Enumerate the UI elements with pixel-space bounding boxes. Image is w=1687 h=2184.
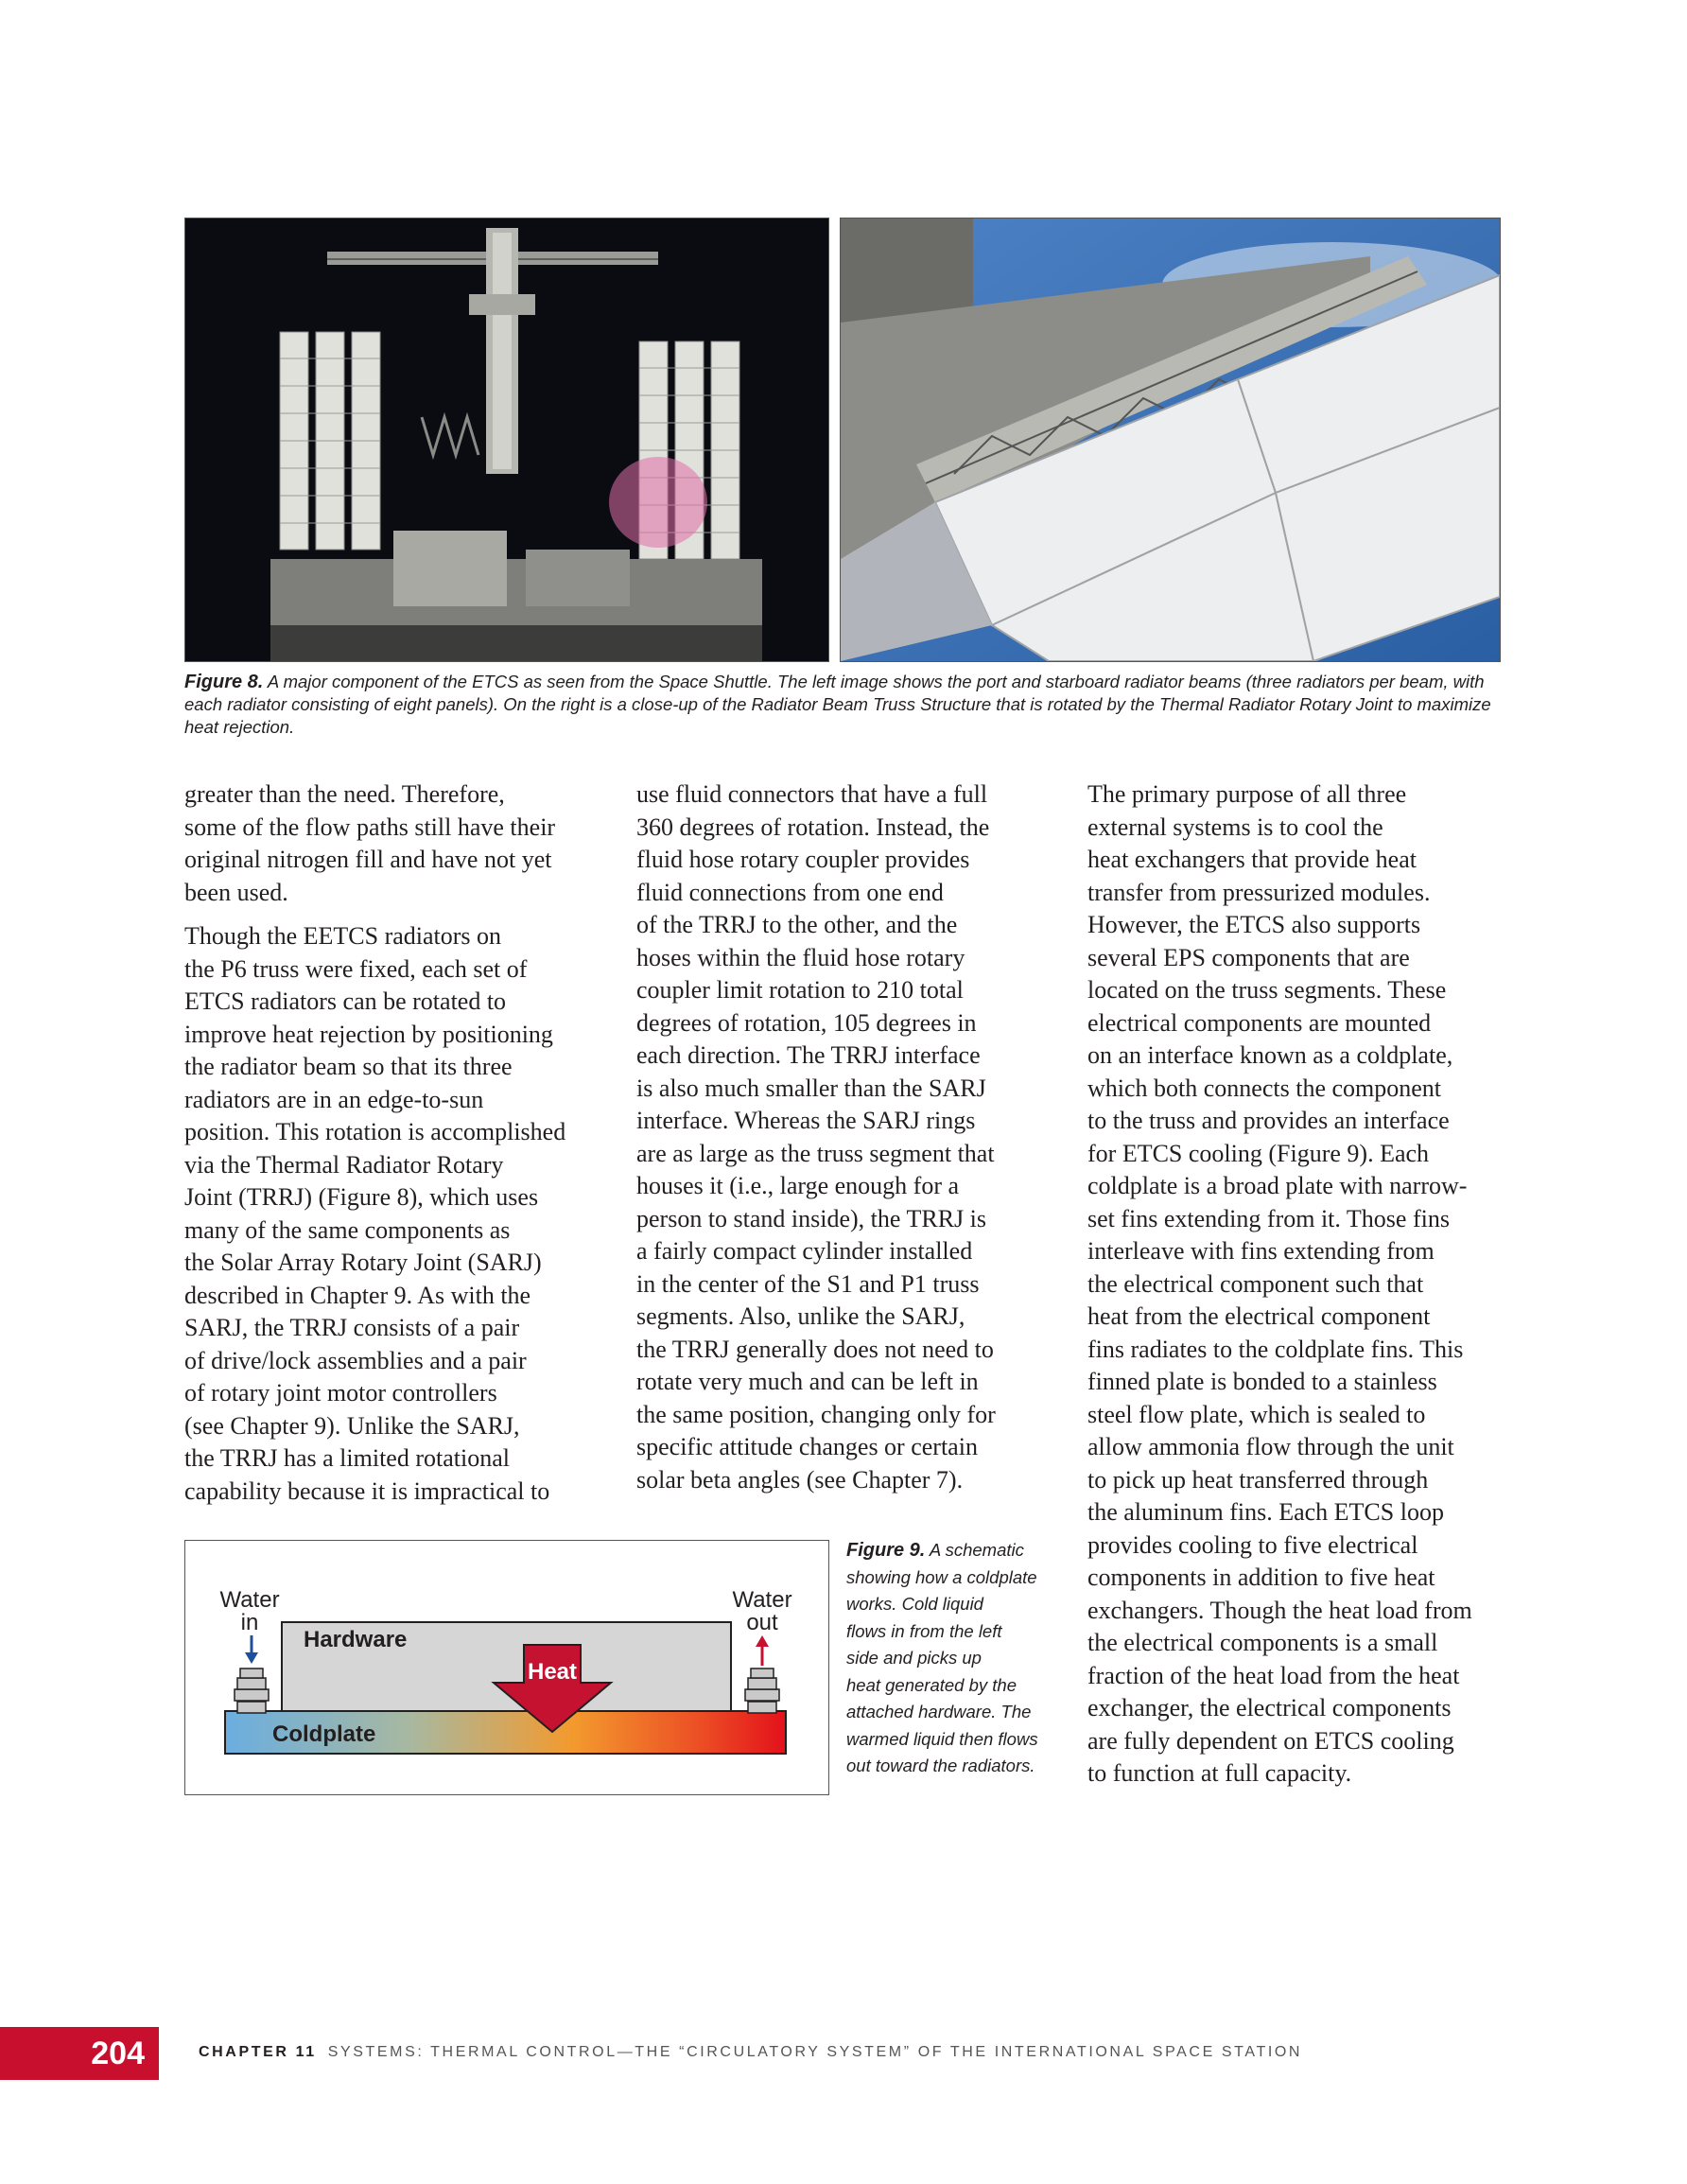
footer-title: SYSTEMS: THERMAL CONTROL—THE “CIRCULATORY SYSTEM” OF THE INTERNATIONAL SPACE STATION bbox=[327, 2044, 1303, 2060]
footer-chapter: CHAPTER 11 bbox=[199, 2044, 317, 2060]
figure9-coldplate-diagram bbox=[184, 1540, 829, 1795]
water-out-label-1: Water bbox=[732, 1587, 792, 1613]
water-in-label-1: Water bbox=[219, 1587, 280, 1613]
water-in-label-2: in bbox=[240, 1610, 259, 1635]
paragraph: Though the EETCS radiators on the P6 truss were fixed, each set of ETCS radiators can be rotated to improve heat rejection by positioning the radiator beam so that its three radiators are in an edge-to-sun position. This rotation is accomplished via the Thermal Radiator Rotary Joint (TRRJ) (Figure 8), which uses many of the same components as the Solar Array Rotary Joint (SARJ) described in Chapter 9. As with the SARJ, the TRRJ consists of a pair of drive/lock assemblies and a pair of rotary joint motor controllers (see Chapter 9). Unlike the SARJ, the TRRJ has a limited rotational capability because it is impractical to bbox=[184, 922, 566, 1505]
figure9-caption bbox=[846, 1537, 1059, 1780]
text-column-middle bbox=[636, 778, 1071, 1508]
figure8-caption-text: A major component of the ETCS as seen from the Space Shuttle. The left image shows the port and starboard radiator beams (three radiators per beam, with each radiator consisting of eight panels). On the right is a close-up of the Radiator Beam Truss Structure that is rotated by the Thermal Radiator Rotary Joint to maximize heat rejection. bbox=[184, 672, 1491, 737]
figure8-caption bbox=[184, 671, 1508, 739]
paragraph: The primary purpose of all three external systems is to cool the heat exchangers that provide heat transfer from pressurized modules. However, the ETCS also supports several EPS components that are located on the truss segments. These electrical components are mounted on an interface known as a coldplate, which both connects the component to the truss and provides an interface for ETCS cooling (Figure 9). Each coldplate is a broad plate with narrow- set fins extending from it. Those fins interleave with fins extending from the electrical component such that heat from the electrical component fins radiates to the coldplate fins. This finned plate is bonded to a stainless steel flow plate, which is sealed to allow ammonia flow through the unit to pick up heat transferred through the aluminum fins. Each ETCS loop provides cooling to five electrical components in addition to five heat exchangers. Though the heat load from the electrical components is a small fraction of the heat load from the heat exchanger, the electrical components are fully dependent on ETCS cooling to function at full capacity. bbox=[1087, 780, 1472, 1787]
water-out-arrow bbox=[756, 1635, 769, 1647]
heat-label: Heat bbox=[527, 1659, 578, 1685]
water-in-arrow bbox=[245, 1652, 258, 1664]
text-column-left bbox=[184, 778, 619, 1519]
water-out-label-2: out bbox=[746, 1610, 778, 1635]
figure8-photo-radiator-closeup bbox=[840, 218, 1501, 662]
hardware-label: Hardware bbox=[304, 1627, 408, 1652]
figure9-caption-text: A schematic showing how a coldplate works. Cold liquid flows in from the left side and picks up heat generated by the attached hardware. The warmed liquid then flows out toward the radiators. bbox=[846, 1540, 1038, 1775]
page-number: 204 bbox=[0, 2027, 159, 2080]
figure9-label: Figure 9. bbox=[846, 1540, 926, 1561]
inlet-connector bbox=[235, 1669, 269, 1713]
outlet-connector bbox=[745, 1669, 779, 1713]
paragraph: use fluid connectors that have a full 360 degrees of rotation. Instead, the fluid hose rotary coupler provides fluid connections from one end of the TRRJ to the other, and the hoses within the fluid hose rotary coupler limit rotation to 210 total degrees of rotation, 105 degrees in each direction. The TRRJ interface is also much smaller than the SARJ interface. Whereas the SARJ rings are as large as the truss segment that houses it (i.e., large enough for a person to stand inside), the TRRJ is a fairly compact cylinder installed in the center of the S1 and P1 truss segments. Also, unlike the SARJ, the TRRJ generally does not need to rotate very much and can be left in the same position, changing only for specific attitude changes or certain solar beta angles (see Chapter 7). bbox=[636, 780, 996, 1494]
text-column-right bbox=[1087, 778, 1541, 1802]
figure8-label: Figure 8. bbox=[184, 672, 264, 692]
paragraph: greater than the need. Therefore, some of the flow paths still have their original nitrogen fill and have not yet been used. bbox=[184, 780, 556, 906]
coldplate-label: Coldplate bbox=[272, 1721, 376, 1747]
running-footer bbox=[199, 2044, 1302, 2061]
figure8-photo-iss bbox=[184, 218, 829, 662]
